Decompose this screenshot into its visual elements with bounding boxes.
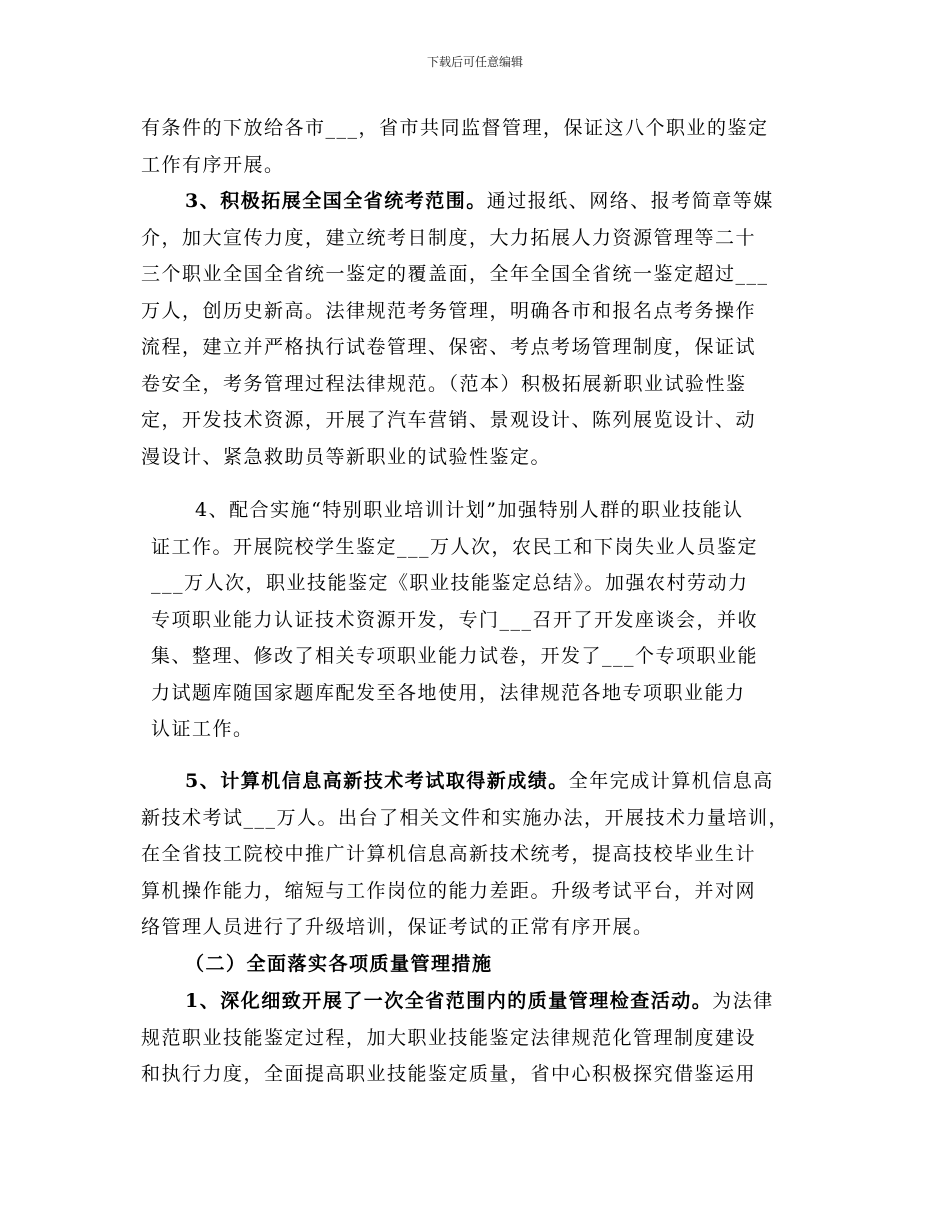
text-line: 认证工作。 bbox=[151, 718, 254, 740]
text-line: 定，开发技术资源，开展了汽车营销、景观设计、陈列展览设计、动 bbox=[141, 409, 757, 431]
text-run: 通过报纸、网络、报考简章等媒 bbox=[486, 190, 774, 212]
text-line: 三个职业全国全省统一鉴定的覆盖面，全年全国全省统一鉴定超过___ bbox=[141, 263, 769, 285]
text-line: 络管理人员进行了升级培训，保证考试的正常有序开展。 bbox=[141, 916, 654, 938]
text-line: 有条件的下放给各市___，省市共同监督管理，保证这八个职业的鉴定 bbox=[141, 117, 769, 139]
paragraph-4 bbox=[141, 763, 789, 946]
page-header: 下载后可任意编辑 bbox=[426, 55, 523, 69]
text-line: 介，加大宣传力度，建立统考日制度，大力拓展人力资源管理等二十 bbox=[141, 226, 757, 249]
text-line: 和执行力度，全面提高职业技能鉴定质量，省中心积极探究借鉴运用 bbox=[141, 1063, 757, 1085]
text-line: 力试题库随国家题库配发至各地使用，法律规范各地专项职业能力 bbox=[151, 681, 746, 704]
text-line: 万人，创历史新高。法律规范考务管理，明确各市和报名点考务操作 bbox=[141, 299, 757, 322]
section-heading-text: （二）全面落实各项质量管理措施 bbox=[185, 953, 493, 975]
text-line: 4、配合实施“特别职业培训计划”加强特别人群的职业技能认 bbox=[195, 499, 744, 521]
paragraph-1 bbox=[141, 110, 769, 183]
text-line: 在全省技工院校中推广计算机信息高新技术统考，提高技校毕业生计 bbox=[141, 843, 757, 865]
paragraph-heading: 3、积极拓展全国全省统考范围。 bbox=[185, 190, 487, 212]
text-line: 算机操作能力，缩短与工作岗位的能力差距。升级考试平台，并对网 bbox=[141, 879, 757, 902]
text-line: 工作有序开展。 bbox=[141, 153, 285, 176]
text-line bbox=[141, 183, 774, 220]
paragraph-2 bbox=[141, 183, 774, 475]
paragraph-heading: 1、深化细致开展了一次全省范围内的质量管理检查活动。 bbox=[185, 990, 713, 1012]
text-line: 规范职业技能鉴定过程，加大职业技能鉴定法律规范化管理制度建设 bbox=[141, 1026, 757, 1049]
paragraph-3 bbox=[151, 492, 758, 748]
text-line: 漫设计、紧急救助员等新职业的试验性鉴定。 bbox=[141, 445, 552, 468]
text-line: 流程，建立并严格执行试卷管理、保密、考点考场管理制度，保证试 bbox=[141, 336, 757, 358]
paragraph-heading: 5、计算机信息高新技术考试取得新成绩。 bbox=[185, 770, 569, 792]
text-run: 全年完成计算机信息高 bbox=[568, 770, 774, 792]
text-line: ___万人次，职业技能鉴定《职业技能鉴定总结》。加强农村劳动力 bbox=[151, 572, 749, 594]
section-heading bbox=[185, 946, 493, 983]
text-line: 专项职业能力认证技术资源开发，专门___召开了开发座谈会，并收 bbox=[151, 608, 759, 631]
text-line bbox=[141, 763, 789, 800]
paragraph-5 bbox=[141, 983, 774, 1093]
text-line: 证工作。开展院校学生鉴定___万人次，农民工和下岗失业人员鉴定 bbox=[151, 535, 759, 558]
text-line bbox=[141, 983, 774, 1020]
text-line: 集、整理、修改了相关专项职业能力试卷，开发了___个专项职业能 bbox=[151, 645, 759, 667]
text-run: 为法律 bbox=[712, 990, 774, 1012]
text-line: 新技术考试___万人。出台了相关文件和实施办法，开展技术力量培训， bbox=[141, 806, 790, 829]
text-line: 卷安全，考务管理过程法律规范。（范本）积极拓展新职业试验性鉴 bbox=[141, 372, 747, 395]
